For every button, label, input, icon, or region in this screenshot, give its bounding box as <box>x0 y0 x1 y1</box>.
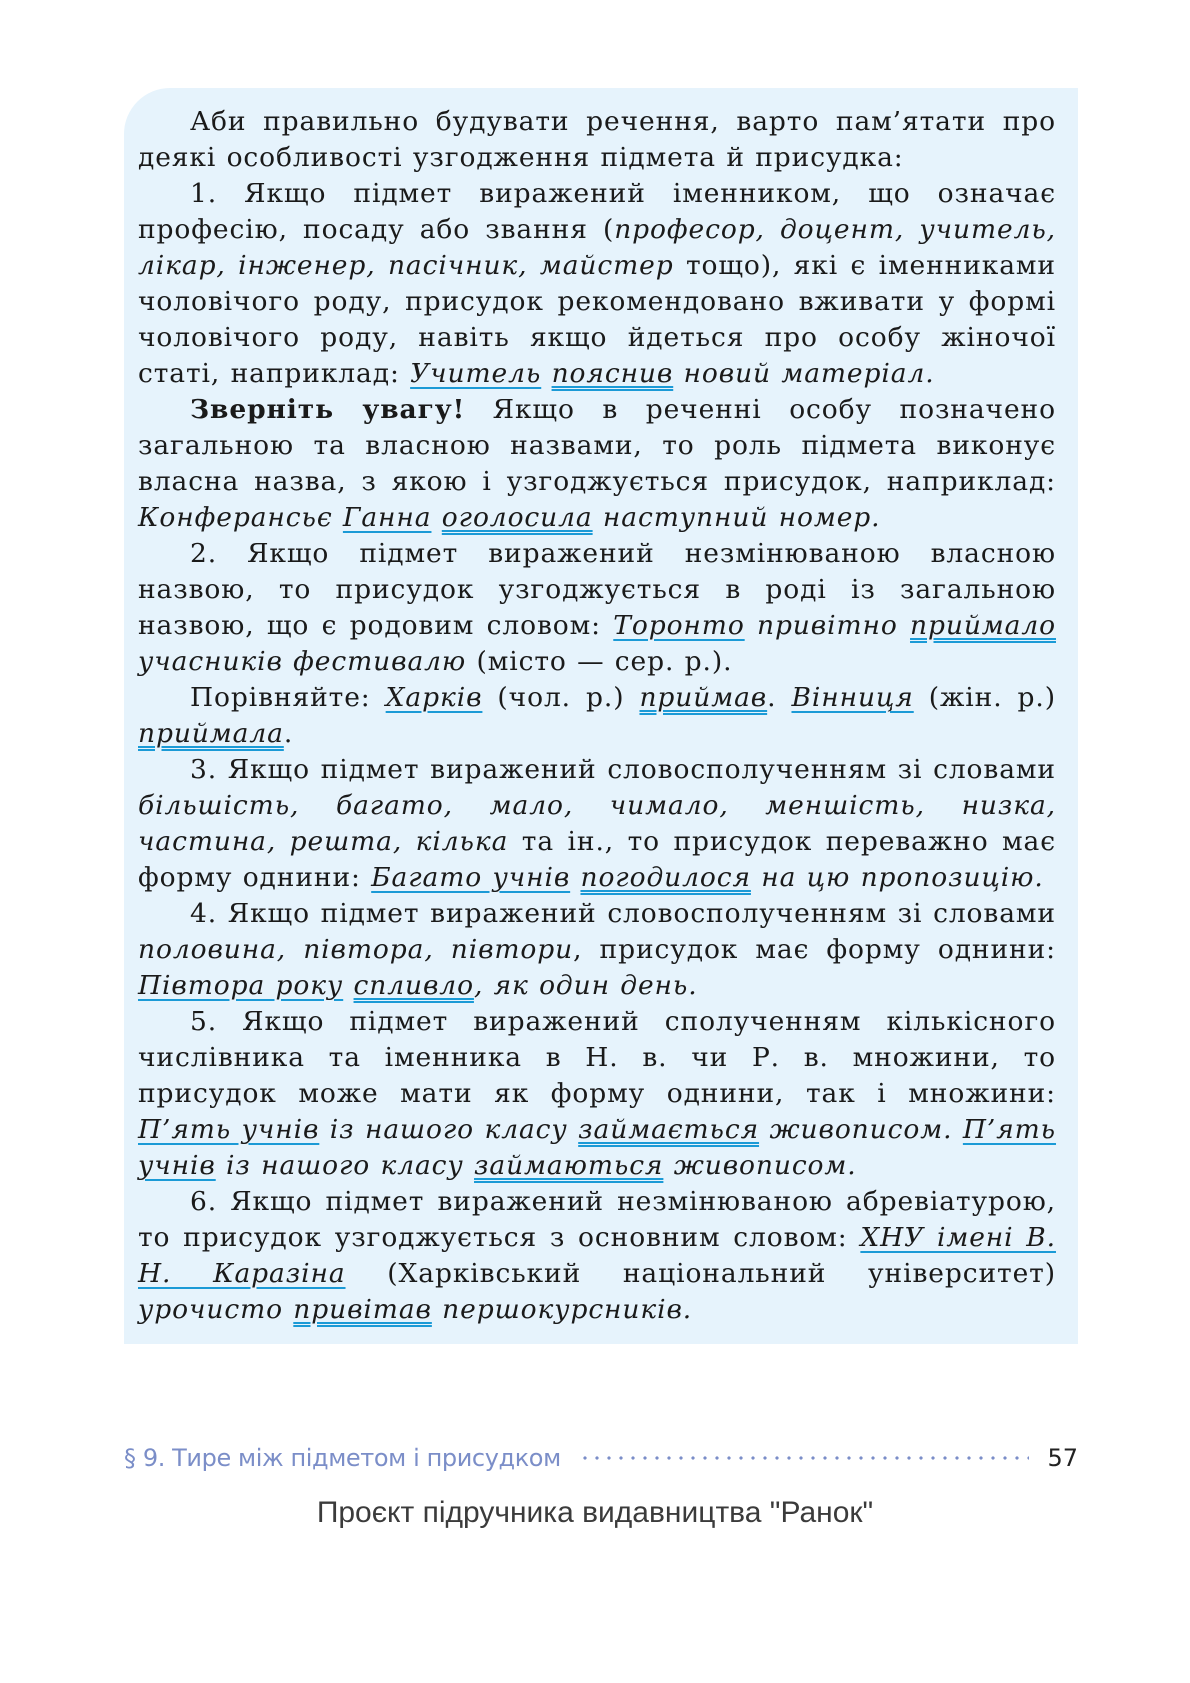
text: 6. Якщо підмет виражений незмінюваною абревіатурою, то присудок узгоджується з основним словом: <box>138 1186 1056 1253</box>
rule-4-paragraph <box>138 896 1056 1004</box>
text: . <box>767 682 792 713</box>
publisher-note: Проєкт підручника видавництва "Ранок" <box>316 1496 874 1529</box>
text: 2. Якщо підмет виражений незмінюваною власною назвою, то присудок узгоджується в роді із загальною назвою, що є родовим словом: <box>138 538 1056 641</box>
text: Порівняйте: <box>190 682 386 713</box>
text: (чол. р.) <box>482 682 640 713</box>
text: Якщо в реченні особу позначено загальною та власною назвами, то роль підмета виконує власна назва, з якою і узгоджується присудок, наприклад: <box>138 394 1056 497</box>
text: (місто — сер. р.). <box>466 646 733 677</box>
example-words: , як один день. <box>473 970 698 1001</box>
text: 5. Якщо підмет виражений сполученням кількісного числівника та іменника в Н. в. чи Р. в. множини, то присудок може мати як форму однини, так і множини: <box>138 1006 1056 1109</box>
rule-1-paragraph <box>138 176 1056 392</box>
rule-5-paragraph <box>138 1004 1056 1184</box>
example-words: Конферансьє <box>138 502 343 533</box>
intro-paragraph <box>138 104 1056 176</box>
text: 4. Якщо підмет виражений словосполученням зі словами <box>190 898 1056 929</box>
compare-paragraph <box>138 680 1056 752</box>
predicate-example: спливло <box>353 970 474 1001</box>
subject-example: Вінниця <box>791 682 914 713</box>
text: (Харківський національний університет) <box>345 1258 1056 1289</box>
example-words: на цю пропозицію. <box>750 862 1044 893</box>
predicate-example: приймала <box>138 718 284 749</box>
attention-label: Зверніть увагу! <box>190 394 466 425</box>
text: . <box>283 718 294 749</box>
attention-paragraph <box>138 392 1056 536</box>
predicate-example: оголосила <box>441 502 593 533</box>
subject-example: Півтора року <box>138 970 344 1001</box>
subject-example: Харків <box>385 682 483 713</box>
example-words: першокурсників. <box>431 1294 693 1325</box>
dotted-leader <box>579 1456 1030 1460</box>
example-words: новий матеріал. <box>673 358 935 389</box>
page-number: 57 <box>1047 1444 1078 1472</box>
subject-example: Багато учнів <box>371 862 571 893</box>
example-words: із нашого класу <box>215 1150 475 1181</box>
example-words: наступний номер. <box>592 502 881 533</box>
example-words: із нашого класу <box>319 1114 579 1145</box>
rule-6-paragraph <box>138 1184 1056 1328</box>
subject-example: Торонто <box>613 610 745 641</box>
subject-example: ХНУ імені В. Н. Каразіна <box>138 1222 1056 1289</box>
predicate-example: займається <box>578 1114 760 1145</box>
text: Аби правильно будувати речення, варто пам’ятати про деякі особливості узгодження підмета й присудка: <box>138 106 1056 173</box>
predicate-example: приймало <box>910 610 1056 641</box>
example-words: професор, доцент, учитель, лікар, інженер, пасічник, майстер <box>138 214 1056 281</box>
rule-3-paragraph <box>138 752 1056 896</box>
subject-example: Учитель <box>410 358 542 389</box>
rule-2-paragraph <box>138 536 1056 680</box>
predicate-example: займаються <box>474 1150 664 1181</box>
example-words: учасників фестивалю <box>138 646 467 677</box>
example-words: живописом. <box>759 1114 963 1145</box>
example-words: привітно <box>744 610 911 641</box>
rules-info-box <box>124 88 1078 1344</box>
example-words: урочисто <box>138 1294 294 1325</box>
text: тощо), які є іменниками чоловічого роду, присудок рекомендовано вживати у формі чоловічого роду, навіть якщо йдеться про особу жіночої статі, наприклад: <box>138 250 1056 389</box>
example-words: половина, півтора, півтори <box>138 934 574 965</box>
predicate-example: погодилося <box>580 862 751 893</box>
text: (жін. р.) <box>913 682 1056 713</box>
subject-example: П’ять учнів <box>138 1114 320 1145</box>
text: 3. Якщо підмет виражений словосполученням зі словами <box>190 754 1056 785</box>
predicate-example: пояснив <box>551 358 674 389</box>
subject-example: Ганна <box>342 502 432 533</box>
example-words: більшість, багато, мало, чимало, меншість, низка, частина, решта, кілька <box>138 790 1056 857</box>
predicate-example: приймав <box>639 682 768 713</box>
predicate-example: привітав <box>293 1294 432 1325</box>
text: , присудок має форму однини: <box>573 934 1056 965</box>
subject-example: П’ять учнів <box>138 1114 1057 1181</box>
example-words: живописом. <box>663 1150 857 1181</box>
text: та ін., то присудок переважно має форму однини: <box>138 826 1056 893</box>
text: 1. Якщо підмет виражений іменником, що означає професію, посаду або звання ( <box>138 178 1056 245</box>
page-footer <box>124 1440 1078 1476</box>
section-title: § 9. Тире між підметом і присудком <box>124 1444 561 1472</box>
